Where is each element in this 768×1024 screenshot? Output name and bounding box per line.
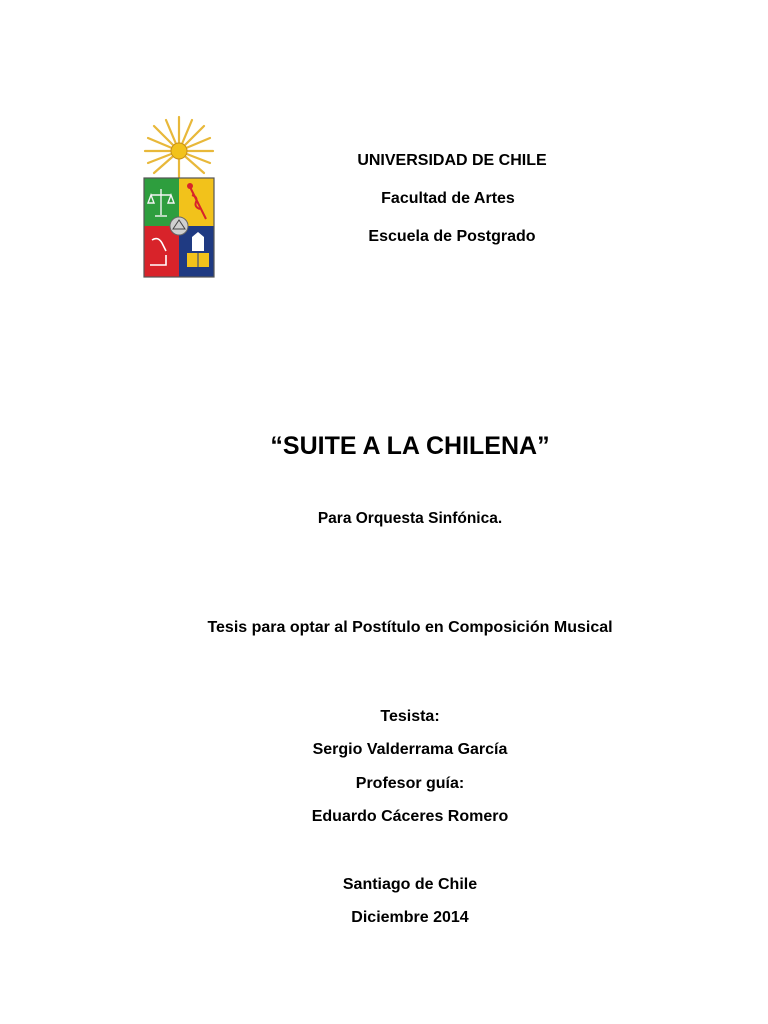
document-title: “SUITE A LA CHILENA” bbox=[270, 432, 550, 460]
author-name: Sergio Valderrama García bbox=[312, 741, 508, 758]
school-name: Escuela de Postgrado bbox=[368, 228, 536, 245]
university-name: UNIVERSIDAD DE CHILE bbox=[357, 152, 547, 169]
place: Santiago de Chile bbox=[342, 876, 478, 893]
advisor-label: Profesor guía: bbox=[355, 775, 465, 792]
thesis-purpose: Tesis para optar al Postítulo en Composición Musical bbox=[207, 619, 613, 636]
advisor-name: Eduardo Cáceres Romero bbox=[311, 808, 509, 825]
author-label: Tesista: bbox=[380, 708, 440, 725]
faculty-name: Facultad de Artes bbox=[381, 190, 515, 207]
date: Diciembre 2014 bbox=[351, 909, 469, 926]
document-subtitle: Para Orquesta Sinfónica. bbox=[317, 510, 503, 527]
